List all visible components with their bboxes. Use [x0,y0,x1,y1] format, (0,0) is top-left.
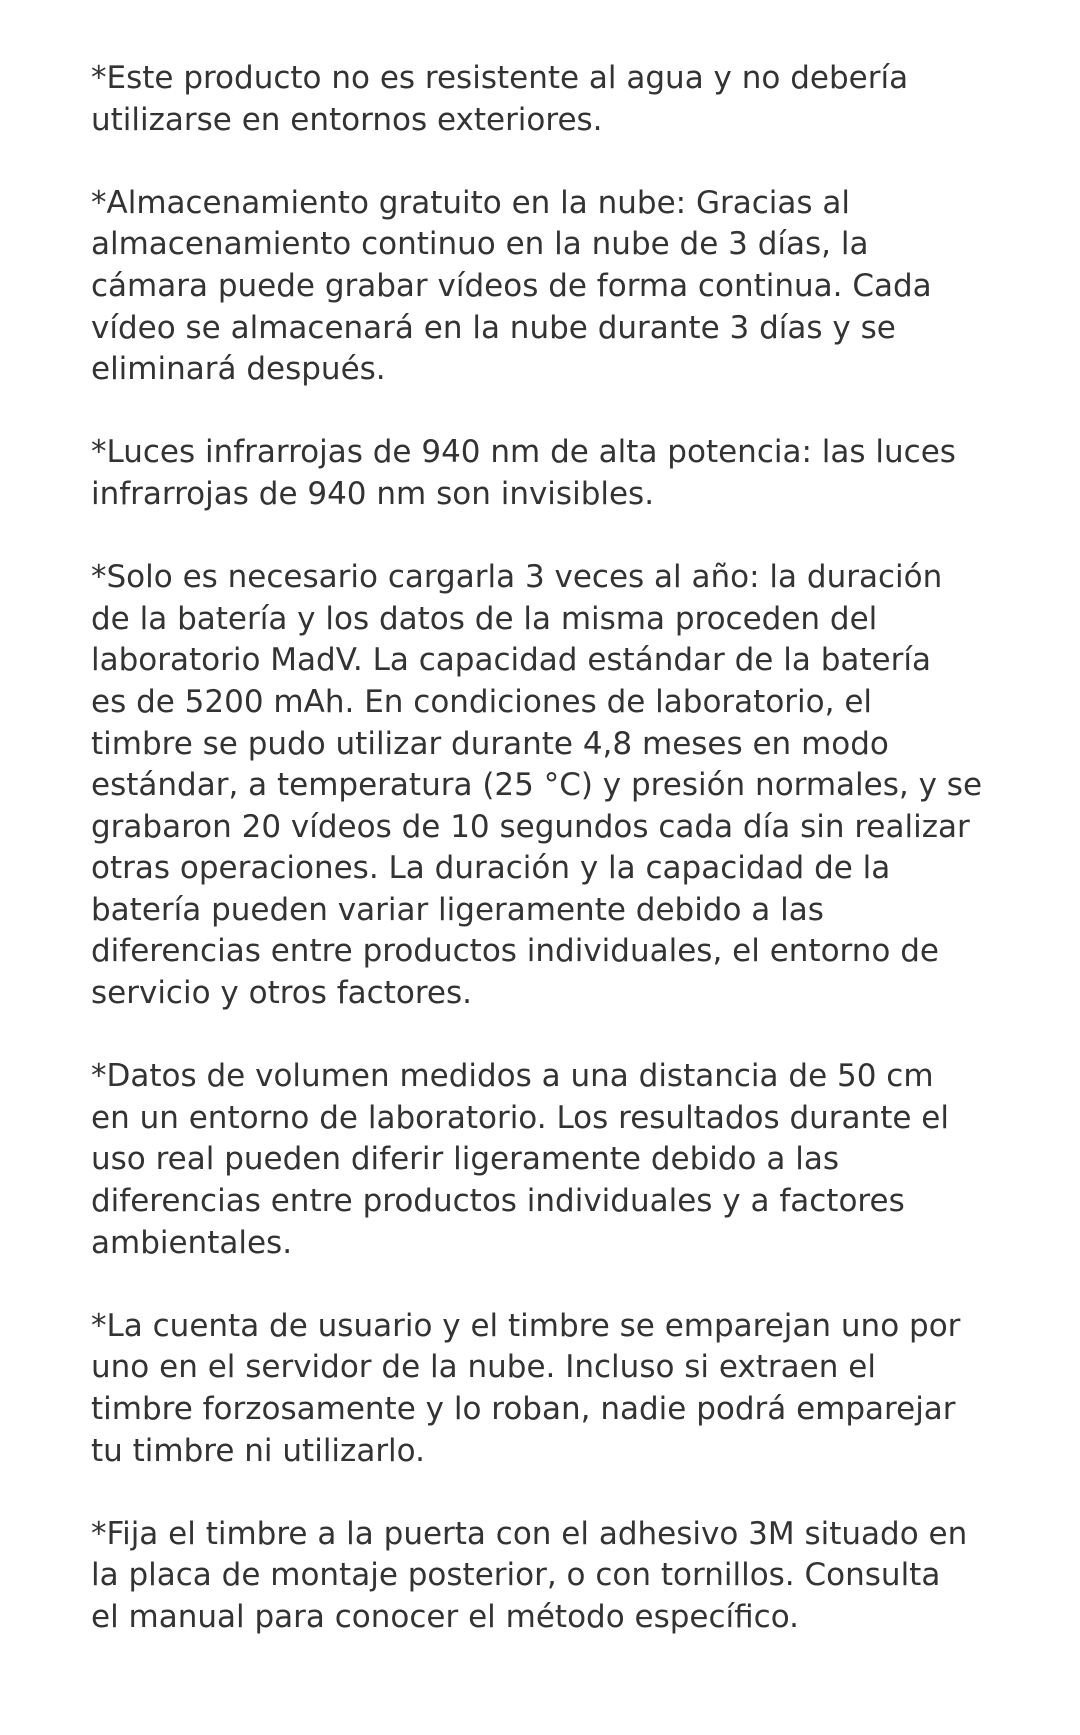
note-line: vídeo se almacenará en la nube durante 3 días y se [91,309,896,346]
note-battery [91,557,1016,1015]
note-mounting [91,1514,1016,1639]
note-line: *Almacenamiento gratuito en la nube: Gracias al [91,184,851,221]
note-line: *Datos de volumen medidos a una distancia de 50 cm [91,1058,934,1095]
note-line: *La cuenta de usuario y el timbre se emparejan uno por [91,1307,961,1344]
note-line: *Este producto no es resistente al agua y no debería [91,60,909,96]
note-cloud-storage [91,183,1016,391]
note-line: estándar, a temperatura (25 °C) y presión normales, y se [91,767,983,804]
note-line: *Luces infrarrojas de 940 nm de alta potencia: las luces [91,434,956,471]
note-line: el manual para conocer el método específico. [91,1598,800,1635]
note-line: es de 5200 mAh. En condiciones de laboratorio, el [91,683,873,720]
note-line: grabaron 20 vídeos de 10 segundos cada día sin realizar [91,808,970,845]
note-line: timbre se pudo utilizar durante 4,8 meses en modo [91,725,889,762]
note-line: de la batería y los datos de la misma proceden del [91,600,878,637]
note-line: utilizarse en entornos exteriores. [91,101,603,138]
note-line: otras operaciones. La duración y la capacidad de la [91,850,891,887]
note-volume [91,1056,1016,1264]
product-notes [91,58,1016,1680]
note-line: diferencias entre productos individuales, el entorno de [91,933,939,970]
note-line: *Fija el timbre a la puerta con el adhesivo 3M situado en [91,1515,968,1552]
note-line: *Solo es necesario cargarla 3 veces al año: la duración [91,559,943,596]
note-line: cámara puede grabar vídeos de forma continua. Cada [91,267,932,304]
note-line: infrarrojas de 940 nm son invisibles. [91,475,655,512]
note-line: batería pueden variar ligeramente debido a las [91,891,824,928]
note-infrared [91,432,1016,515]
note-line: diferencias entre productos individuales y a factores [91,1183,905,1220]
note-account-pairing [91,1306,1016,1472]
note-line: servicio y otros factores. [91,975,472,1012]
note-line: uso real pueden diferir ligeramente debido a las [91,1141,839,1178]
note-line: uno en el servidor de la nube. Incluso si extraen el [91,1349,876,1386]
note-line: ambientales. [91,1224,293,1261]
note-line: almacenamiento continuo en la nube de 3 días, la [91,226,869,263]
note-line: en un entorno de laboratorio. Los resultados durante el [91,1099,949,1136]
note-line: tu timbre ni utilizarlo. [91,1432,425,1469]
note-waterproof [91,58,1016,141]
note-line: la placa de montaje posterior, o con tornillos. Consulta [91,1557,941,1594]
note-line: timbre forzosamente y lo roban, nadie podrá emparejar [91,1391,956,1427]
note-line: eliminará después. [91,351,386,388]
note-line: laboratorio MadV. La capacidad estándar de la batería [91,642,931,679]
